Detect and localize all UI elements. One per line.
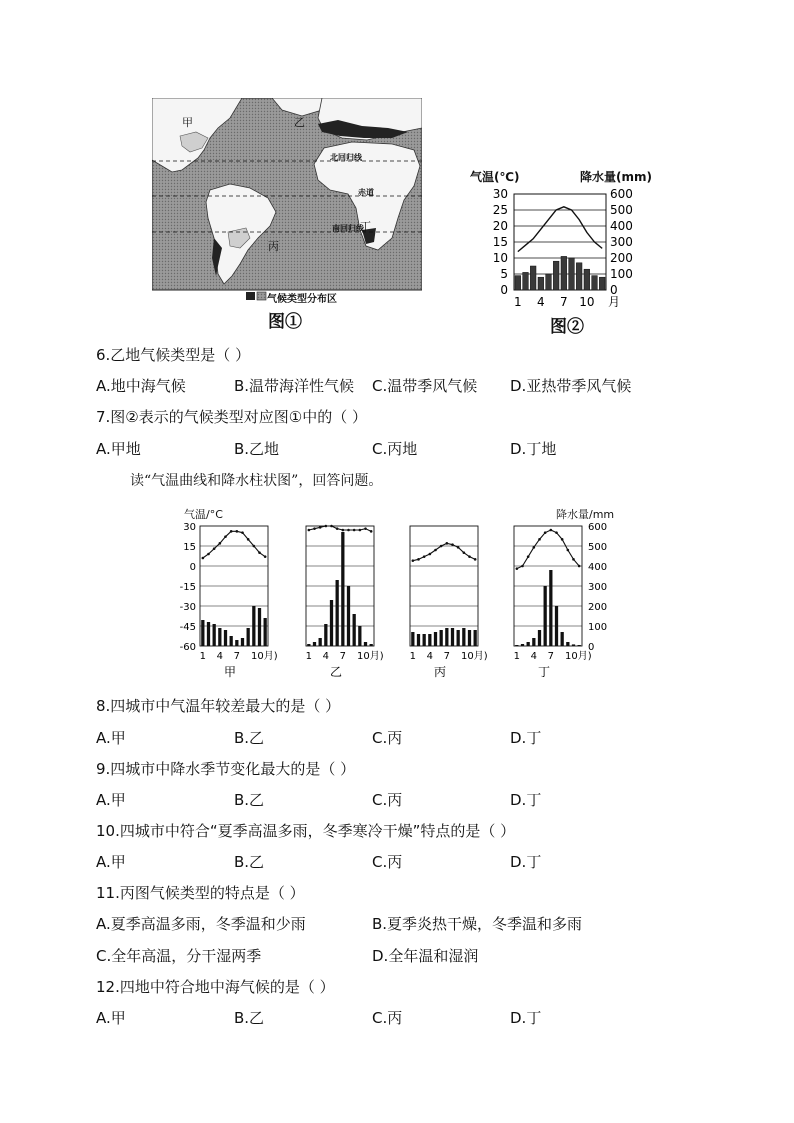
chart3-right-tick: 300	[588, 582, 608, 593]
map-legend-text: 气候类型分布区	[267, 294, 337, 305]
chart3-x-tick: 10月)	[565, 651, 592, 662]
chart3-temp-point	[359, 529, 362, 532]
chart2-x-tick: 1	[514, 295, 522, 309]
chart2-temp-line	[518, 207, 602, 252]
q8-option-a[interactable]: A.甲	[96, 729, 126, 747]
map-label-yi: 乙	[294, 116, 305, 129]
chart3-x-tick: 7	[547, 651, 555, 662]
chart3-temp-point	[236, 530, 239, 533]
chart3-precip-bar	[532, 638, 535, 646]
chart3-temp-point	[353, 529, 356, 532]
chart3-temp-point	[247, 538, 250, 541]
chart3-temp-point	[468, 555, 471, 558]
chart3-temp-point	[336, 527, 339, 530]
question-10: 10.四城市中符合“夏季高温多雨，冬季寒冷干燥”特点的是（ ）	[96, 822, 516, 840]
question-9: 9.四城市中降水季节变化最大的是（ ）	[96, 760, 356, 778]
chart3-temp-point	[457, 546, 460, 549]
chart3-precip-bar	[428, 634, 431, 646]
chart3-x-tick: 4	[322, 651, 330, 662]
chart2-left-tick: 20	[492, 219, 508, 233]
chart2-right-tick: 600	[610, 187, 633, 201]
chart3-precip-bar	[544, 586, 547, 646]
chart3-temp-point	[253, 545, 256, 548]
chart3-left-tick: -45	[179, 622, 196, 633]
chart3-temp-point	[213, 547, 216, 550]
chart3-precip-axis-label: 降水量/mm	[556, 508, 615, 521]
question-11: 11.丙图气候类型的特点是（ ）	[96, 884, 305, 902]
chart3-temp-point	[417, 558, 420, 561]
q12-option-c[interactable]: C.丙	[372, 1009, 403, 1027]
chart3-precip-bar	[515, 645, 518, 646]
chart2-left-tick: 25	[492, 203, 508, 217]
q7-option-d[interactable]: D.丁地	[510, 440, 557, 458]
chart3-temp-point	[258, 551, 261, 554]
q11-option-d[interactable]: D.全年温和湿润	[372, 947, 479, 965]
chart3-precip-bar	[370, 644, 373, 646]
chart3-temp-point	[446, 542, 449, 545]
chart3-temp-point	[224, 535, 227, 538]
q9-option-d[interactable]: D.丁	[510, 791, 542, 809]
chart3-left-tick: 0	[189, 562, 196, 573]
question-6: 6.乙地气候类型是（ ）	[96, 346, 251, 364]
chart3-precip-bar	[313, 642, 316, 646]
map-label-ding: 丁	[360, 220, 371, 233]
chart3-left-tick: -15	[179, 582, 196, 593]
chart3-precip-bar	[230, 636, 233, 646]
climate-chart-2	[466, 164, 666, 334]
chart2-precip-bar	[599, 277, 605, 290]
chart3-right-tick: 400	[588, 562, 608, 573]
chart2-precip-bar	[561, 256, 567, 290]
chart3-temp-axis-label: 气温/°C	[184, 508, 223, 521]
intro-text: 读“气温曲线和降水柱状图”，回答问题。	[130, 473, 383, 489]
chart3-precip-bar	[521, 644, 524, 646]
chart2-month-unit: 月	[608, 295, 621, 309]
question-8: 8.四城市中气温年较差最大的是（ ）	[96, 697, 341, 715]
chart3-temp-point	[207, 553, 210, 556]
chart3-x-tick: 4	[530, 651, 538, 662]
chart3-precip-bar	[457, 630, 460, 646]
q11-option-b[interactable]: B.夏季炎热干燥，冬季温和多雨	[372, 915, 583, 933]
chart3-temp-point	[555, 531, 558, 534]
chart3-x-tick: 1	[199, 651, 207, 662]
chart3-temp-point	[561, 538, 564, 541]
chart3-temp-point	[230, 530, 233, 533]
chart3-precip-bar	[307, 644, 310, 646]
chart2-left-tick: 30	[492, 187, 508, 201]
chart3-x-tick: 7	[233, 651, 241, 662]
chart3-city-name: 丁	[537, 665, 551, 679]
chart3-precip-bar	[341, 532, 344, 646]
chart3-precip-bar	[241, 638, 244, 646]
chart3-x-tick: 1	[513, 651, 521, 662]
chart2-temp-axis-label: 气温(℃)	[470, 170, 520, 184]
chart2-precip-bar	[553, 261, 559, 290]
q10-option-b[interactable]: B.乙	[234, 853, 265, 871]
chart3-precip-bar	[258, 608, 261, 646]
chart3-precip-bar	[319, 638, 322, 646]
chart3-left-tick: 15	[183, 542, 196, 553]
chart3-right-tick: 0	[588, 642, 595, 653]
chart2-precip-bar	[523, 272, 529, 290]
chart3-temp-point	[440, 545, 443, 548]
chart3-precip-bar	[527, 642, 530, 646]
chart3-plot	[170, 520, 630, 680]
chart3-x-tick: 1	[305, 651, 313, 662]
question-7: 7.图②表示的气候类型对应图①中的（ ）	[96, 408, 367, 426]
chart3-precip-bar	[474, 630, 477, 646]
chart2-right-tick: 400	[610, 219, 633, 233]
chart3-temp-point	[241, 531, 244, 534]
chart3-precip-bar	[235, 640, 238, 646]
q6-option-b[interactable]: B.温带海洋性气候	[234, 377, 355, 395]
chart3-x-tick: 4	[426, 651, 434, 662]
chart3-precip-bar	[549, 570, 552, 646]
q12-option-a[interactable]: A.甲	[96, 1009, 126, 1027]
chart3-precip-bar	[252, 606, 255, 646]
chart2-x-tick: 10	[579, 295, 595, 309]
q7-option-b[interactable]: B.乙地	[234, 440, 280, 458]
chart3-precip-bar	[468, 630, 471, 646]
q11-option-a[interactable]: A.夏季高温多雨，冬季温和少雨	[96, 915, 306, 933]
chart3-x-tick: 7	[339, 651, 347, 662]
chart2-precip-bar	[576, 263, 582, 290]
chart2-right-tick: 300	[610, 235, 633, 249]
chart3-x-tick: 1	[409, 651, 417, 662]
q11-option-c[interactable]: C.全年高温，分干湿两季	[96, 947, 262, 965]
figure-2-caption: 图②	[550, 317, 584, 337]
chart3-precip-bar	[434, 632, 437, 646]
map-label-bing: 丙	[268, 240, 279, 253]
chart3-x-tick: 10月)	[461, 651, 488, 662]
chart2-left-tick: 5	[500, 267, 508, 281]
q6-option-d[interactable]: D.亚热带季风气候	[510, 377, 632, 395]
chart3-temp-point	[544, 531, 547, 534]
chart3-city-name: 甲	[223, 665, 237, 679]
q8-option-d[interactable]: D.丁	[510, 729, 542, 747]
chart3-temp-point	[527, 555, 530, 558]
chart3-left-tick: -60	[179, 642, 196, 653]
chart3-temp-point	[516, 567, 519, 570]
chart3-right-tick: 600	[588, 522, 608, 533]
chart2-precip-bar	[584, 269, 590, 290]
chart3-right-tick: 200	[588, 602, 608, 613]
chart2-precip-bar	[592, 276, 598, 290]
chart3-precip-bar	[566, 642, 569, 646]
chart3-city-name: 乙	[329, 665, 343, 679]
q10-option-c[interactable]: C.丙	[372, 853, 403, 871]
map-label-jia: 甲	[182, 116, 193, 129]
figure-1-caption: 图①	[268, 312, 302, 332]
chart2-right-tick: 100	[610, 267, 633, 281]
chart3-temp-point	[347, 529, 350, 532]
q6-option-c[interactable]: C.温带季风气候	[372, 377, 478, 395]
chart3-precip-bar	[330, 600, 333, 646]
chart2-precip-bar	[546, 274, 552, 290]
chart3-left-tick: 30	[183, 522, 196, 533]
chart2-right-tick: 0	[610, 283, 618, 297]
chart3-right-tick: 500	[588, 542, 608, 553]
q12-option-d[interactable]: D.丁	[510, 1009, 542, 1027]
chart3-temp-point	[370, 530, 373, 533]
chart3-temp-point	[342, 529, 345, 532]
chart2-right-tick: 500	[610, 203, 633, 217]
chart2-right-tick: 200	[610, 251, 633, 265]
chart3-precip-bar	[324, 624, 327, 646]
chart3-temp-point	[550, 529, 553, 532]
q9-option-b[interactable]: B.乙	[234, 791, 265, 809]
chart3-precip-bar	[561, 632, 564, 646]
q10-option-d[interactable]: D.丁	[510, 853, 542, 871]
chart3-precip-bar	[201, 620, 204, 646]
chart3-temp-point	[429, 553, 432, 556]
chart3-temp-point	[219, 542, 222, 545]
chart2-left-tick: 15	[492, 235, 508, 249]
chart3-temp-point	[423, 555, 426, 558]
chart3-precip-bar	[247, 628, 250, 646]
chart3-temp-point	[308, 529, 311, 532]
chart3-temp-point	[474, 558, 477, 561]
chart2-x-tick: 4	[537, 295, 545, 309]
chart3-temp-point	[202, 557, 205, 560]
q8-option-c[interactable]: C.丙	[372, 729, 403, 747]
chart3-city-name: 丙	[433, 665, 447, 679]
chart2-left-tick: 0	[500, 283, 508, 297]
chart3-temp-point	[567, 549, 570, 552]
chart3-precip-bar	[572, 644, 575, 646]
chart3-temp-point	[364, 527, 367, 530]
q7-option-c[interactable]: C.丙地	[372, 440, 418, 458]
chart3-precip-bar	[440, 630, 443, 646]
chart3-temp-line	[203, 531, 265, 558]
chart3-precip-bar	[207, 622, 210, 646]
chart3-temp-line	[309, 526, 371, 531]
chart3-temp-point	[578, 565, 581, 568]
chart2-precip-bar	[515, 276, 521, 290]
tropic-cancer-label: 北回归线	[330, 153, 362, 162]
chart3-temp-point	[264, 555, 267, 558]
chart3-precip-bar	[462, 628, 465, 646]
chart3-x-tick: 4	[216, 651, 224, 662]
climate-map	[152, 98, 422, 303]
chart2-precip-bar	[569, 258, 575, 290]
chart3-x-tick: 10月)	[357, 651, 384, 662]
chart3-precip-bar	[347, 586, 350, 646]
chart2-precip-axis-label: 降水量(mm)	[580, 170, 652, 184]
four-city-climate-charts	[170, 504, 630, 684]
chart3-temp-point	[521, 565, 524, 568]
chart3-precip-bar	[445, 628, 448, 646]
chart3-precip-bar	[353, 614, 356, 646]
chart3-precip-bar	[451, 628, 454, 646]
chart3-precip-bar	[423, 634, 426, 646]
chart3-precip-bar	[417, 634, 420, 646]
chart2-left-tick: 10	[492, 251, 508, 265]
q6-option-a[interactable]: A.地中海气候	[96, 377, 186, 395]
chart3-x-tick: 10月)	[251, 651, 278, 662]
chart3-precip-bar	[578, 645, 581, 646]
q10-option-a[interactable]: A.甲	[96, 853, 126, 871]
q8-option-b[interactable]: B.乙	[234, 729, 265, 747]
chart3-precip-bar	[264, 618, 267, 646]
tropic-capricorn-label: 南回归线	[332, 224, 364, 233]
chart2-precip-bar	[530, 266, 536, 290]
chart3-precip-bar	[213, 624, 216, 646]
chart3-precip-bar	[411, 632, 414, 646]
chart3-temp-point	[538, 538, 541, 541]
chart3-precip-bar	[555, 606, 558, 646]
chart3-precip-bar	[358, 626, 361, 646]
chart3-temp-point	[319, 526, 322, 529]
q9-option-a[interactable]: A.甲	[96, 791, 126, 809]
chart3-precip-bar	[336, 580, 339, 646]
chart3-temp-point	[533, 546, 536, 549]
chart3-temp-point	[572, 558, 575, 561]
chart3-right-tick: 100	[588, 622, 608, 633]
chart2-precip-bar	[538, 277, 544, 290]
chart3-temp-point	[412, 559, 415, 562]
chart3-temp-point	[463, 551, 466, 554]
chart3-precip-bar	[364, 642, 367, 646]
chart3-left-tick: -30	[179, 602, 196, 613]
chart3-temp-point	[434, 549, 437, 552]
chart3-precip-bar	[538, 630, 541, 646]
q12-option-b[interactable]: B.乙	[234, 1009, 265, 1027]
equator-label: 赤道	[358, 188, 374, 197]
chart3-precip-bar	[224, 630, 227, 646]
chart3-temp-line	[517, 530, 579, 569]
chart3-temp-point	[451, 543, 454, 546]
chart3-temp-point	[325, 525, 328, 528]
chart3-temp-point	[330, 525, 333, 528]
q9-option-c[interactable]: C.丙	[372, 791, 403, 809]
q7-option-a[interactable]: A.甲地	[96, 440, 141, 458]
chart2-x-tick: 7	[560, 295, 568, 309]
chart3-x-tick: 7	[443, 651, 451, 662]
chart3-precip-bar	[218, 628, 221, 646]
question-12: 12.四地中符合地中海气候的是（ ）	[96, 978, 335, 996]
chart3-temp-point	[313, 527, 316, 530]
